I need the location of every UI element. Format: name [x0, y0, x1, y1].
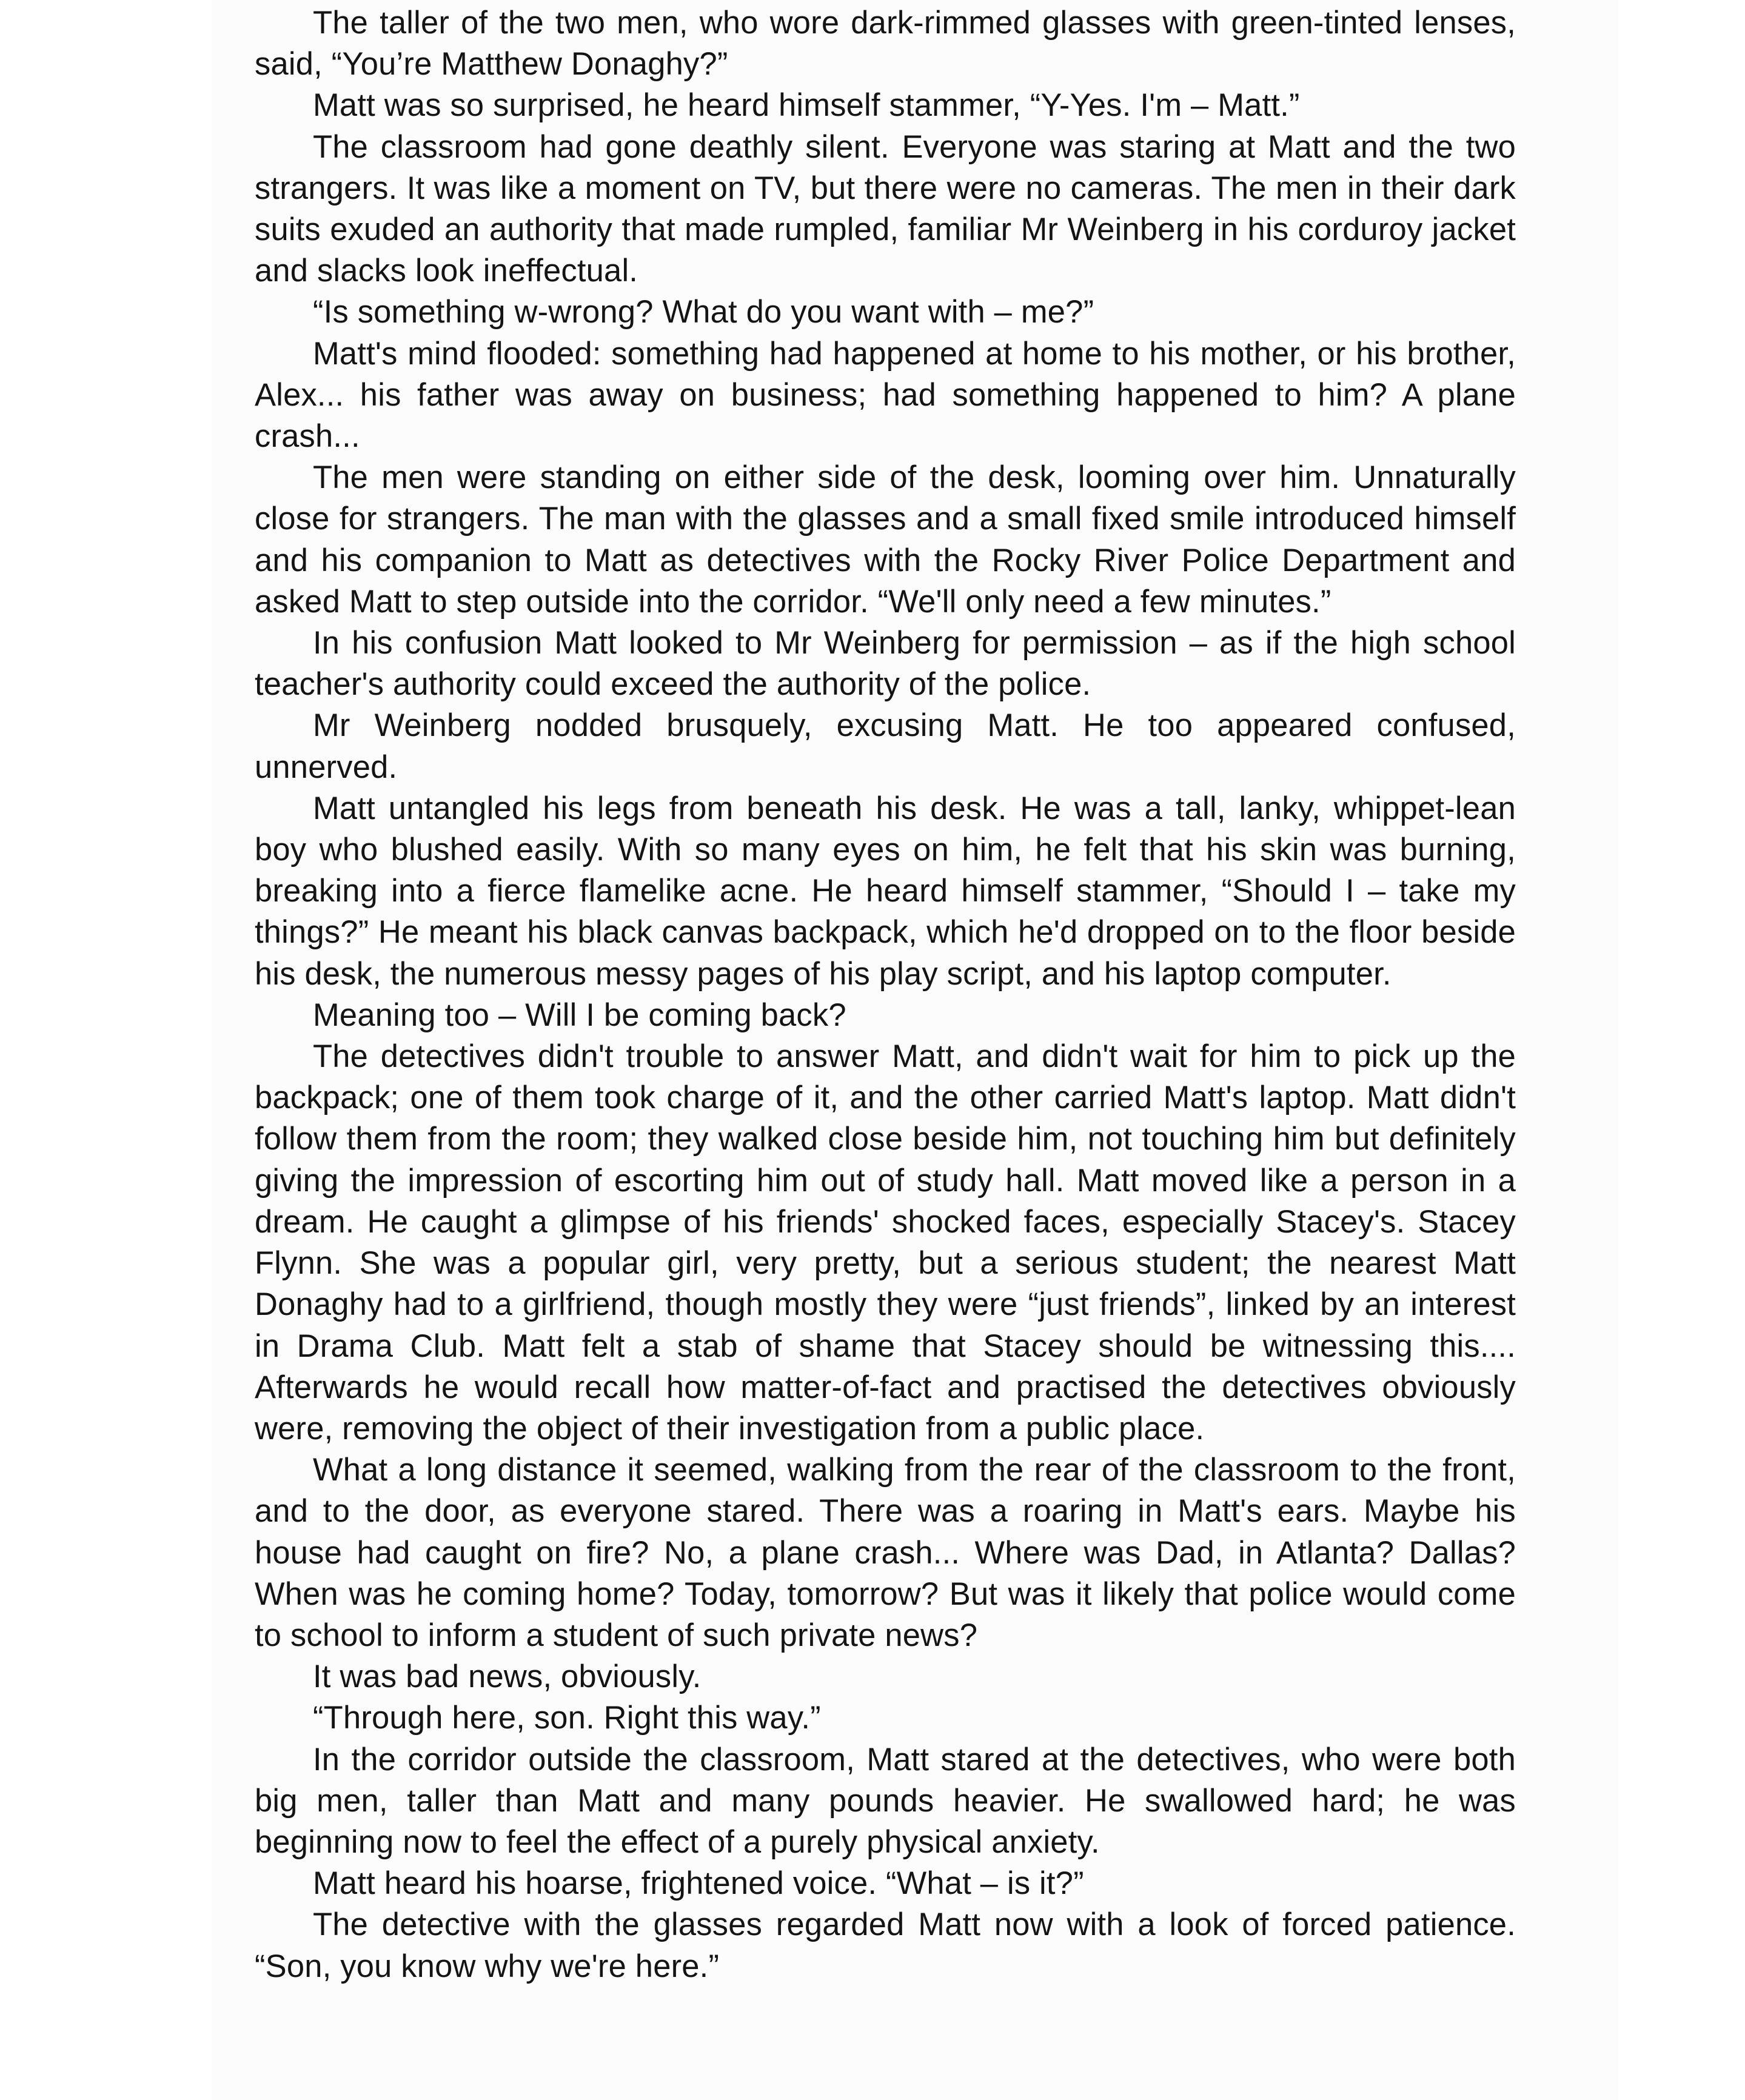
- paragraph-9: Matt untangled his legs from beneath his desk. He was a tall, lanky, whippet-lean boy who blushed easily. With so many eyes on him, he felt that his skin was burning, breaking into a fierce flamelike acne. He heard himself stammer, “Should I – take my things?” He meant his black canvas backpack, which he'd dropped on to the floor beside his desk, the numerous messy pages of his play script, and his laptop computer.: [255, 790, 1516, 992]
- paragraph-10: Meaning too – Will I be coming back?: [313, 997, 846, 1033]
- paragraph-16: Matt heard his hoarse, frightened voice. “What – is it?”: [313, 1865, 1084, 1902]
- paragraph-17: The detective with the glasses regarded Matt now with a look of forced patience. “Son, you know why we're here.”: [255, 1907, 1516, 1984]
- paragraph-8: Mr Weinberg nodded brusquely, excusing Matt. He too appeared confused, unnerved.: [255, 707, 1516, 785]
- paragraph-14: “Through here, son. Right this way.”: [313, 1700, 821, 1736]
- paragraph-5: Matt's mind flooded: something had happened at home to his mother, or his brother, Alex... his father was away on business; had something happened to him? A plane crash...: [255, 335, 1516, 455]
- paragraph-2: Matt was so surprised, he heard himself stammer, “Y-Yes. I'm – Matt.”: [313, 87, 1300, 124]
- page-text: [255, 2, 1516, 1987]
- paragraph-15: In the corridor outside the classroom, Matt stared at the detectives, who were both big men, taller than Matt and many pounds heavier. He swallowed hard; he was beginning now to feel the effect of a purely physical anxiety.: [255, 1741, 1516, 1860]
- paragraph-12: What a long distance it seemed, walking from the rear of the classroom to the front, and to the door, as everyone stared. There was a roaring in Matt's ears. Maybe his house had caught on fire? No, a plane crash... Where was Dad, in Atlanta? Dallas? When was he coming home? Today, tomorrow? But was it likely that police would come to school to inform a student of such private news?: [255, 1452, 1516, 1653]
- paragraph-1: The taller of the two men, who wore dark-rimmed glasses with green-tinted lenses, said, “You’re Matthew Donaghy?”: [255, 5, 1516, 82]
- paragraph-6: The men were standing on either side of the desk, looming over him. Unnaturally close for strangers. The man with the glasses and a small fixed smile introduced himself and his companion to Matt as detectives with the Rocky River Police Department and asked Matt to step outside into the corridor. “We'll only need a few minutes.”: [255, 460, 1516, 620]
- paragraph-4: “Is something w-wrong? What do you want with – me?”: [313, 294, 1094, 330]
- paragraph-3: The classroom had gone deathly silent. Everyone was staring at Matt and the two strangers. It was like a moment on TV, but there were no cameras. The men in their dark suits exuded an authority that made rumpled, familiar Mr Weinberg in his corduroy jacket and slacks look ineffectual.: [255, 129, 1516, 289]
- paragraph-7: In his confusion Matt looked to Mr Weinberg for permission – as if the high school teacher's authority could exceed the authority of the police.: [255, 625, 1516, 703]
- paragraph-11: The detectives didn't trouble to answer Matt, and didn't wait for him to pick up the backpack; one of them took charge of it, and the other carried Matt's laptop. Matt didn't follow them from the room; they walked close beside him, not touching him but definitely giving the impression of escorting him out of study hall. Matt moved like a person in a dream. He caught a glimpse of his friends' shocked faces, especially Stacey's. Stacey Flynn. She was a popular girl, very pretty, but a serious student; the nearest Matt Donaghy had to a girlfriend, though mostly they were “just friends”, linked by an interest in Drama Club. Matt felt a stab of shame that Stacey should be witnessing this.... Afterwards he would recall how matter-of-fact and practised the detectives obviously were, removing the object of their investigation from a public place.: [255, 1038, 1516, 1446]
- paragraph-13: It was bad news, obviously.: [313, 1659, 702, 1695]
